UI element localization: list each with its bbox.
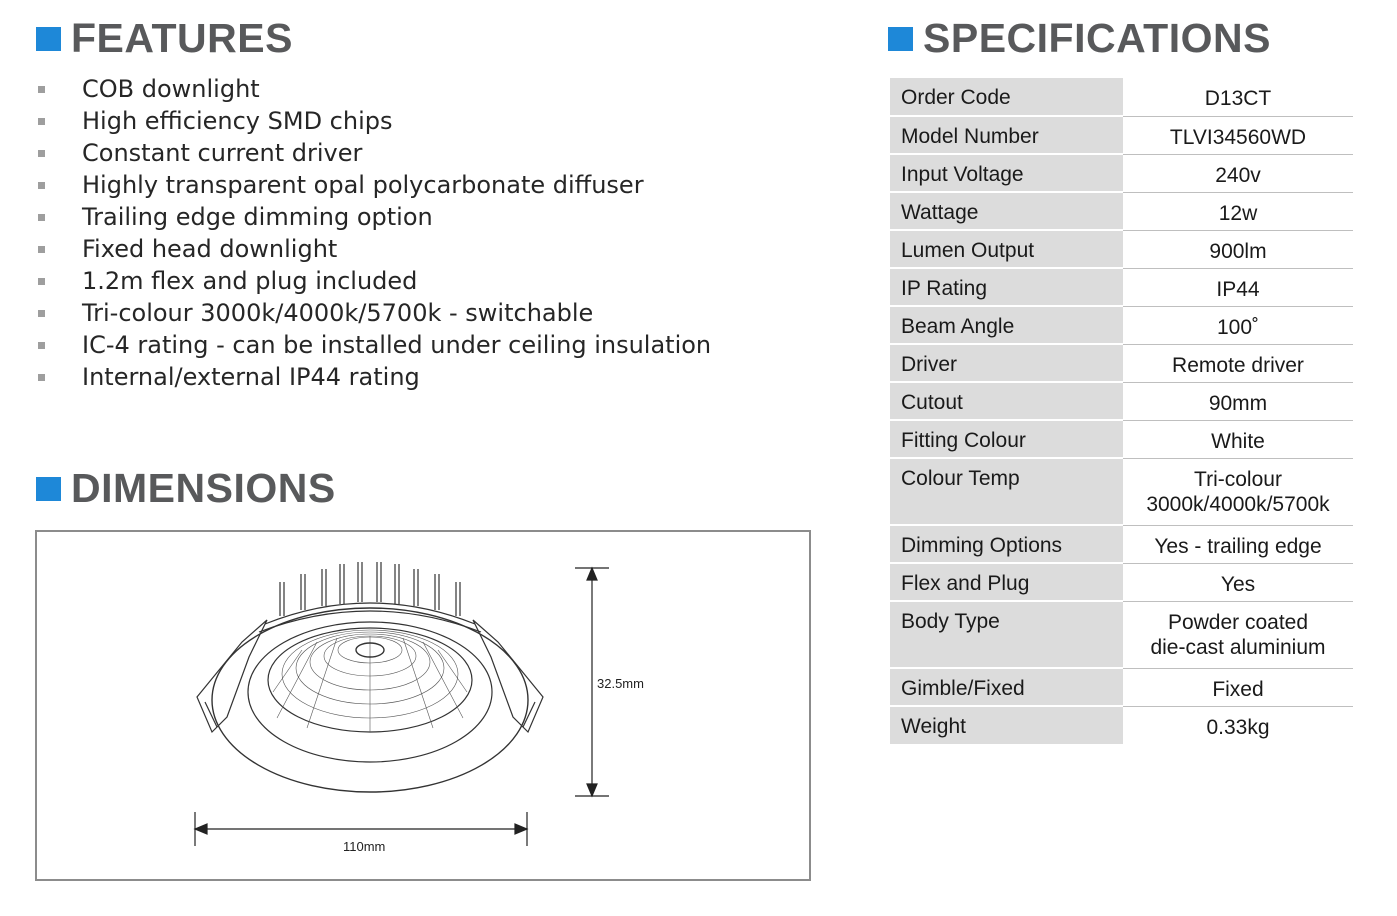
spec-value-line: White (1211, 429, 1265, 453)
spec-value-line: Yes - trailing edge (1154, 534, 1322, 558)
bullet-square-icon (38, 118, 45, 125)
spec-row (890, 306, 1353, 344)
spec-value-line: 900lm (1209, 239, 1267, 263)
spec-value-line: 3000k/4000k/5700k (1146, 492, 1330, 516)
spec-row (890, 116, 1353, 154)
spec-value-line: 0.33kg (1206, 715, 1270, 739)
spec-value (1123, 78, 1353, 116)
spec-key: Fitting Colour (890, 420, 1123, 458)
spec-value-line: Fixed (1212, 677, 1264, 701)
bullet-square-icon (38, 246, 45, 253)
spec-key: Cutout (890, 382, 1123, 420)
spec-value-line: die-cast aluminium (1150, 635, 1326, 659)
feature-item (36, 137, 711, 169)
spec-value (1123, 601, 1353, 668)
spec-value-line: D13CT (1204, 87, 1272, 110)
spec-key: Model Number (890, 116, 1123, 154)
spec-value (1123, 230, 1353, 268)
spec-row (890, 268, 1353, 306)
spec-key: Flex and Plug (890, 563, 1123, 601)
feature-item (36, 361, 711, 393)
bullet-square-icon (38, 278, 45, 285)
feature-item (36, 297, 711, 329)
feature-item (36, 105, 711, 137)
spec-key: Dimming Options (890, 525, 1123, 563)
reflector-grid-icon (273, 630, 467, 732)
feature-text: 1.2m flex and plug included (82, 267, 418, 295)
spec-value-line: Remote driver (1172, 353, 1304, 377)
spec-value-line: IP44 (1216, 277, 1260, 301)
bullet-square-icon (38, 86, 45, 93)
feature-text: High efficiency SMD chips (82, 107, 393, 135)
spec-row (890, 458, 1353, 525)
spec-row (890, 706, 1353, 744)
spec-value (1123, 420, 1353, 458)
spec-value (1123, 268, 1353, 306)
height-label: 32.5mm (597, 676, 644, 691)
bullet-square-icon (38, 374, 45, 381)
spec-key: Order Code (890, 78, 1123, 116)
spec-key: Input Voltage (890, 154, 1123, 192)
bullet-square-icon (38, 310, 45, 317)
dimensions-title: DIMENSIONS (71, 465, 336, 511)
spec-value-line: 100˚ (1216, 315, 1260, 339)
features-list (36, 73, 711, 393)
feature-item (36, 265, 711, 297)
dimensions-heading (36, 465, 336, 511)
spec-row (890, 230, 1353, 268)
spec-key: Driver (890, 344, 1123, 382)
bullet-square-icon (38, 214, 45, 221)
spec-row (890, 601, 1353, 668)
feature-text: COB downlight (82, 75, 260, 103)
feature-text: Constant current driver (82, 139, 363, 167)
spec-value-line: 90mm (1208, 391, 1268, 415)
spec-value-line: TLVI34560WD (1169, 125, 1307, 149)
features-heading (36, 15, 293, 61)
spec-row (890, 668, 1353, 706)
feature-item (36, 169, 711, 201)
spec-value-line: Yes (1220, 572, 1256, 596)
spec-key: Colour Temp (890, 458, 1123, 525)
spec-value (1123, 706, 1353, 744)
heading-square-icon (888, 27, 913, 51)
heading-square-icon (36, 477, 61, 501)
specifications-title: SPECIFICATIONS (923, 15, 1271, 61)
spec-value (1123, 116, 1353, 154)
spec-value (1123, 306, 1353, 344)
feature-text: Trailing edge dimming option (82, 203, 433, 231)
dimensions-drawing-box (35, 530, 811, 881)
spec-value (1123, 458, 1353, 525)
spec-value (1123, 192, 1353, 230)
feature-text: Internal/external IP44 rating (82, 363, 420, 391)
spec-value (1123, 382, 1353, 420)
feature-text: IC-4 rating - can be installed under ceiling insulation (82, 331, 712, 359)
spec-value (1123, 668, 1353, 706)
spec-row (890, 563, 1353, 601)
spec-row (890, 78, 1353, 116)
heading-square-icon (36, 27, 61, 51)
spec-row (890, 192, 1353, 230)
specifications-heading (888, 15, 1271, 61)
spec-key: Beam Angle (890, 306, 1123, 344)
downlight-drawing (37, 532, 813, 883)
spec-row (890, 382, 1353, 420)
spec-key: Lumen Output (890, 230, 1123, 268)
feature-item (36, 233, 711, 265)
spec-value (1123, 525, 1353, 563)
bullet-square-icon (38, 342, 45, 349)
feature-item (36, 329, 711, 361)
spec-value-line: 240v (1215, 163, 1261, 187)
spec-row (890, 525, 1353, 563)
spec-key: Body Type (890, 601, 1123, 668)
width-label: 110mm (343, 839, 386, 854)
spec-key: Weight (890, 706, 1123, 744)
spec-value (1123, 344, 1353, 382)
spec-value-line: Powder coated (1167, 610, 1309, 634)
spec-value (1123, 563, 1353, 601)
feature-item (36, 73, 711, 105)
spec-value-line: Tri-colour (1194, 467, 1282, 491)
feature-text: Highly transparent opal polycarbonate diffuser (82, 171, 644, 199)
spec-value-line: 12w (1218, 201, 1258, 225)
spec-row (890, 344, 1353, 382)
spec-key: Gimble/Fixed (890, 668, 1123, 706)
bullet-square-icon (38, 150, 45, 157)
feature-text: Fixed head downlight (82, 235, 338, 263)
spec-row (890, 420, 1353, 458)
specifications-table (890, 78, 1353, 744)
spec-key: Wattage (890, 192, 1123, 230)
features-title: FEATURES (71, 15, 293, 61)
spec-key: IP Rating (890, 268, 1123, 306)
bullet-square-icon (38, 182, 45, 189)
spec-row (890, 154, 1353, 192)
feature-item (36, 201, 711, 233)
spec-value (1123, 154, 1353, 192)
feature-text: Tri-colour 3000k/4000k/5700k - switchable (82, 299, 594, 327)
